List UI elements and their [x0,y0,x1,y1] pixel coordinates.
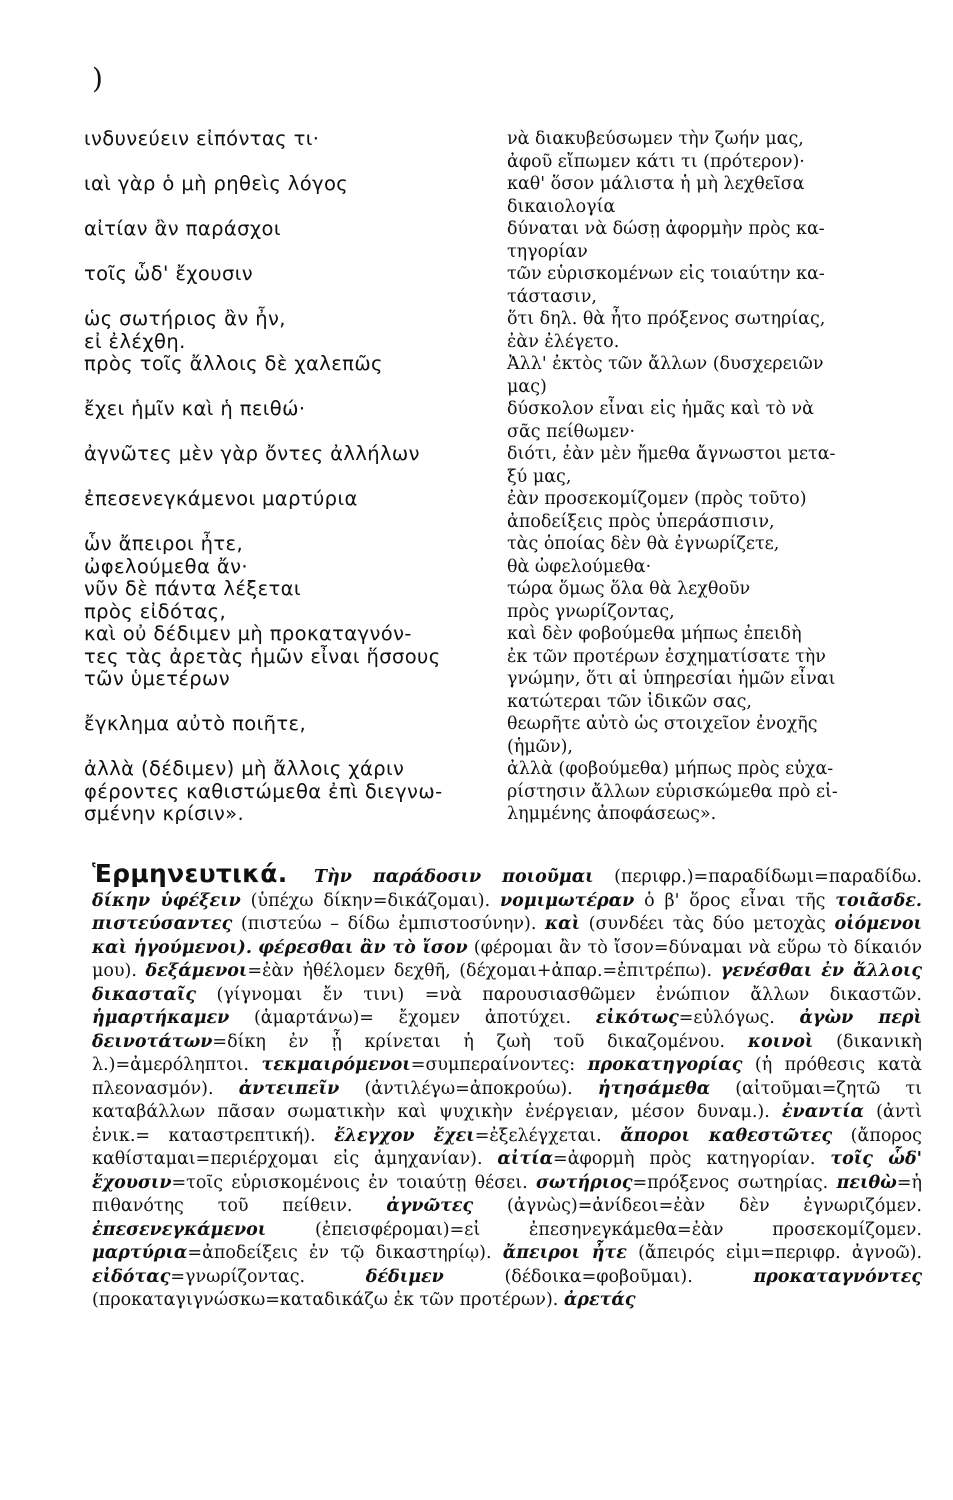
translation-line: ἀποδείξεις πρὸς ὑπεράσπισιν, [507,511,775,532]
note-term: προκατηγορίας [587,1055,743,1075]
note-explanation: (προκαταγιγνώσκω=καταδικάζω ἐκ τῶν προτέρων). [92,1290,564,1310]
note-explanation: (ἄπειρός εἰμι=περιφρ. ἀγνοῶ). [626,1243,923,1263]
note-explanation: =γνωρίζοντας. [170,1266,366,1287]
note-term: γενέσθαι ἐν ἄλλοις δικασταῖς [92,961,922,1005]
line-gap [84,196,494,219]
translation-line: κατώτεραι τῶν ἰδικῶν σας, [507,691,752,712]
ancient-line: φέροντες καθιστώμεθα ἐπὶ διεγνω- [84,779,443,803]
line-gap [84,151,494,174]
ancient-line: πρὸς εἰδότας, [84,599,227,623]
ancient-line: σμένην κρίσιν». [84,802,245,825]
ancient-line: ἀλλὰ (δέδιμεν) μὴ ἄλλοις χάριν [84,757,405,780]
note-explanation: (ἡ πρόθεσις κατὰ πλεονασμόν). [92,1055,922,1099]
note-explanation: =ἀποδείξεις ἐν τῷ δικαστηρίῳ). [187,1243,503,1263]
ancient-line: τοῖς ὧδ' ἔχουσιν [84,262,253,285]
note-explanation: (αἰτοῦμαι=ζητῶ τι καταβάλλων πᾶσαν σωματικὴν καὶ ψυχικὴν ἐνέργειαν, μέσον δυναμ.). [92,1078,922,1122]
translation-line: μας) [507,376,547,397]
note-term: μαρτύρια [92,1243,188,1263]
ancient-line: αἰτίαν ἂν παράσχοι [84,217,281,240]
translation-line: τὰς ὁποίας δὲν θὰ ἐγνωρίζετε, [507,534,780,554]
ancient-line: ὡς σωτήριος ἂν ἦν, [84,307,286,330]
translation-line: νὰ διακυβεύσωμεν τὴν ζωήν μας, [507,129,804,149]
note-term: αἰτία [497,1149,554,1169]
translation-line: δύσκολον εἶναι εἰς ἡμᾶς καὶ τὸ νὰ [507,399,814,419]
translation-line: λημμένης ἀποφάσεως». [507,804,717,824]
translation-line: ἐὰν προσεκομίζομεν (πρὸς τοῦτο) [507,489,807,509]
translation-line: ὅτι δηλ. θὰ ἦτο πρόξενος σωτηρίας, [507,309,826,329]
note-term: σωτήριος [536,1172,633,1193]
translation-line: (ἡμῶν), [507,736,573,757]
translation-line: ξύ μας, [507,466,572,487]
note-explanation: =ἡ πιθανότης τοῦ πείθειν. [92,1172,922,1216]
note-explanation: (ἄπορος καθίσταμαι=περιέρχομαι εἰς ἀμηχανίαν). [92,1125,922,1169]
ancient-line: ὧν ἄπειροι ἦτε, [84,532,244,555]
note-explanation: (δικανικὴ λ.)=ἀμερόληπτοι. [92,1031,922,1075]
translation-line: τάστασιν, [507,286,597,307]
note-term: ἀντειπεῖν [238,1078,340,1099]
note-explanation: =τοῖς εὑρισκομένοις ἐν τοιαύτῃ θέσει. [171,1172,537,1193]
ancient-line: ἔγκλημα αὐτὸ ποιῆτε, [84,712,307,735]
notes-body [92,867,922,1310]
note-explanation: =δίκη ἐν ᾗ κρίνεται ἡ ζωὴ τοῦ δικαζομένου. [212,1031,748,1052]
ancient-line: ιαὶ γὰρ ὁ μὴ ρηθεὶς λόγος [84,172,349,195]
note-term: ἄπειροι ἦτε [502,1243,627,1263]
note-term: Τὴν παράδοσιν ποιοῦμαι [314,867,594,887]
note-explanation: (πιστεύω – δίδω ἐμπιστοσύνην). [232,914,545,934]
note-explanation: (ἀντιλέγω=ἀποκρούω). [339,1078,598,1099]
note-term: εἰκότως [595,1008,679,1028]
note-explanation: (ἐπεισφέρομαι)=εἰ ἐπεσηνεγκάμεθα=ἐὰν προσεκομίζομεν. [266,1219,922,1240]
translation-line: διότι, ἐὰν μὲν ἤμεθα ἄγνωστοι μετα- [507,444,836,464]
ancient-line: ινδυνεύειν εἰπόντας τι· [84,127,320,150]
ancient-line: τες τὰς ἀρετὰς ἡμῶν εἶναι ἥσσους [84,644,441,668]
page-mark: ) [92,62,103,95]
note-explanation: ὁ β' ὅρος εἶναι τῆς [634,890,836,911]
translation-line: ἀλλὰ (φοβούμεθα) μήπως πρὸς εὐχα- [507,759,834,779]
translation-line: ἀφοῦ εἴπωμεν κάτι τι (πρότερον)· [507,151,805,172]
translation-line: καὶ δὲν φοβούμεθα μήπως ἐπειδὴ [507,624,802,644]
line-gap [84,691,494,714]
note-term: ἔλεγχον ἔχει [334,1125,475,1146]
note-explanation: =συμπεραίνοντες: [410,1055,588,1075]
notes-title: Ἑρμηνευτικά. [92,859,288,888]
note-explanation: =εὐλόγως. [678,1008,800,1028]
line-gap [84,286,494,309]
ancient-text-column [84,128,494,826]
translation-line: ἐὰν ἐλέγετο. [507,331,620,352]
note-term: τοιᾶσδε. πιστεύσαντες [92,890,922,934]
note-term: δέδιμεν [365,1266,444,1287]
translation-line: καθ' ὅσον μάλιστα ἡ μὴ λεχθεῖσα [507,174,805,194]
translation-line: ἐκ τῶν προτέρων ἐσχηματίσατε τὴν [507,646,826,667]
note-term: ἐπεσενεγκάμενοι [92,1219,267,1240]
note-term: δεξάμενοι [145,961,248,981]
note-explanation: (δέδοικα=φοβοῦμαι). [443,1266,754,1287]
note-term: νομιμωτέραν [500,890,635,911]
note-explanation: (γίγνομαι ἔν τινι) =νὰ παρουσιασθῶμεν ἐνώπιον ἄλλων δικαστῶν. [196,984,922,1005]
translation-line: δικαιολογία [507,196,616,217]
ancient-line: ἐπεσενεγκάμενοι μαρτύρια [84,487,358,510]
ancient-line: τῶν ὑμετέρων [84,667,231,690]
ancient-line: πρὸς τοῖς ἄλλοις δὲ χαλεπῶς [84,352,383,375]
note-term: τοῖς ὧδ' ἔχουσιν [92,1149,922,1193]
translation-line: τώρα ὅμως ὅλα θὰ λεχθοῦν [507,579,751,599]
translation-line: θὰ ὠφελούμεθα· [507,556,652,577]
translation-line: τῶν εὑρισκομένων εἰς τοιαύτην κα- [507,264,825,284]
note-explanation: (φέρομαι ἂν τὸ ἴσον=δύναμαι νὰ εὕρω τὸ δίκαιόν μου). [92,937,922,981]
note-term: ἄποροι καθεστῶτες [620,1125,833,1146]
note-term: προκαταγνόντες [753,1266,922,1287]
note-term: οἰόμενοι καὶ ἡγούμενοι). [92,914,922,958]
line-gap [84,241,494,264]
ancient-line: ἔχει ἡμῖν καὶ ἡ πειθώ· [84,397,306,420]
note-explanation: (ὑπέχω δίκην=δικάζομαι). [240,890,500,911]
note-explanation: =ἀφορμὴ πρὸς κατηγορίαν. [553,1149,831,1169]
note-term: ἀγνῶτες [386,1196,474,1216]
translation-line: τηγορίαν [507,241,588,262]
note-term: πειθὼ [836,1172,897,1193]
note-term: δίκην ὑφέξειν [92,890,241,911]
translation-line: πρὸς γνωρίζοντας, [507,601,675,622]
note-term: καὶ [545,914,581,934]
translation-line: γνώμην, ὅτι αἱ ὑπηρεσίαι ἡμῶν εἶναι [507,669,836,689]
note-explanation: (ἀγνὼς)=ἀνίδεοι=ἐὰν δὲν ἐγνωριζόμεν. [473,1196,922,1216]
note-term: ἐναντία [781,1102,865,1122]
note-explanation: (ἀντὶ ἐνικ.= καταστρεπτική). [92,1102,922,1146]
translation-line: σᾶς πείθωμεν· [507,421,636,442]
translation-line: ρίστησιν ἄλλων εὑρισκώμεθα πρὸ εἰ- [507,781,838,802]
note-term: ἀρετάς [563,1290,636,1310]
translation-line: δύναται νὰ δώσῃ ἀφορμὴν πρὸς κα- [507,219,825,239]
note-term: φέρεσθαι ἂν τὸ ἴσον [258,937,468,958]
commentary-notes [92,859,923,1313]
line-gap [84,736,494,759]
note-term: ἡμαρτήκαμεν [92,1008,230,1028]
ancient-line: ὠφελούμεθα ἄν· [84,554,248,578]
translation-line: Ἀλλ' ἐκτὸς τῶν ἄλλων (δυσχερειῶν [507,354,824,374]
ancient-line: ἀγνῶτες μὲν γὰρ ὄντες ἀλλήλων [84,442,420,465]
ancient-line: καὶ οὐ δέδιμεν μὴ προκαταγνόν- [84,622,412,645]
ancient-line: νῦν δὲ πάντα λέξεται [84,577,301,600]
note-explanation: (συνδέει τὰς δύο μετοχὰς [580,914,835,934]
note-explanation: =πρόξενος σωτηρίας. [632,1172,837,1193]
note-explanation: =ἐὰν ἠθέλομεν δεχθῆ, (δέχομαι+ἀπαρ.=ἐπιτρέπω). [247,961,721,981]
note-term: κοινοὶ [747,1031,814,1052]
translation-line: θεωρῆτε αὐτὸ ὡς στοιχεῖον ἐνοχῆς [507,714,818,734]
line-gap [84,466,494,489]
translation-column [507,128,929,826]
note-explanation: =ἐξελέγχεται. [474,1125,621,1146]
note-explanation: (ἁμαρτάνω)= ἔχομεν ἀποτύχει. [229,1008,596,1028]
line-gap [84,376,494,399]
line-gap [84,421,494,444]
note-term: ἡτησάμεθα [597,1078,711,1099]
note-term: εἰδότας [92,1266,171,1287]
line-gap [84,511,494,534]
ancient-line: εἰ ἐλέχθη. [84,329,186,353]
note-explanation: (περιφρ.)=παραδίδωμι=παραδίδω. [593,867,922,887]
note-term: ἀγὼν περὶ δεινοτάτων [92,1008,922,1052]
note-term: τεκμαιρόμενοι [261,1055,411,1075]
